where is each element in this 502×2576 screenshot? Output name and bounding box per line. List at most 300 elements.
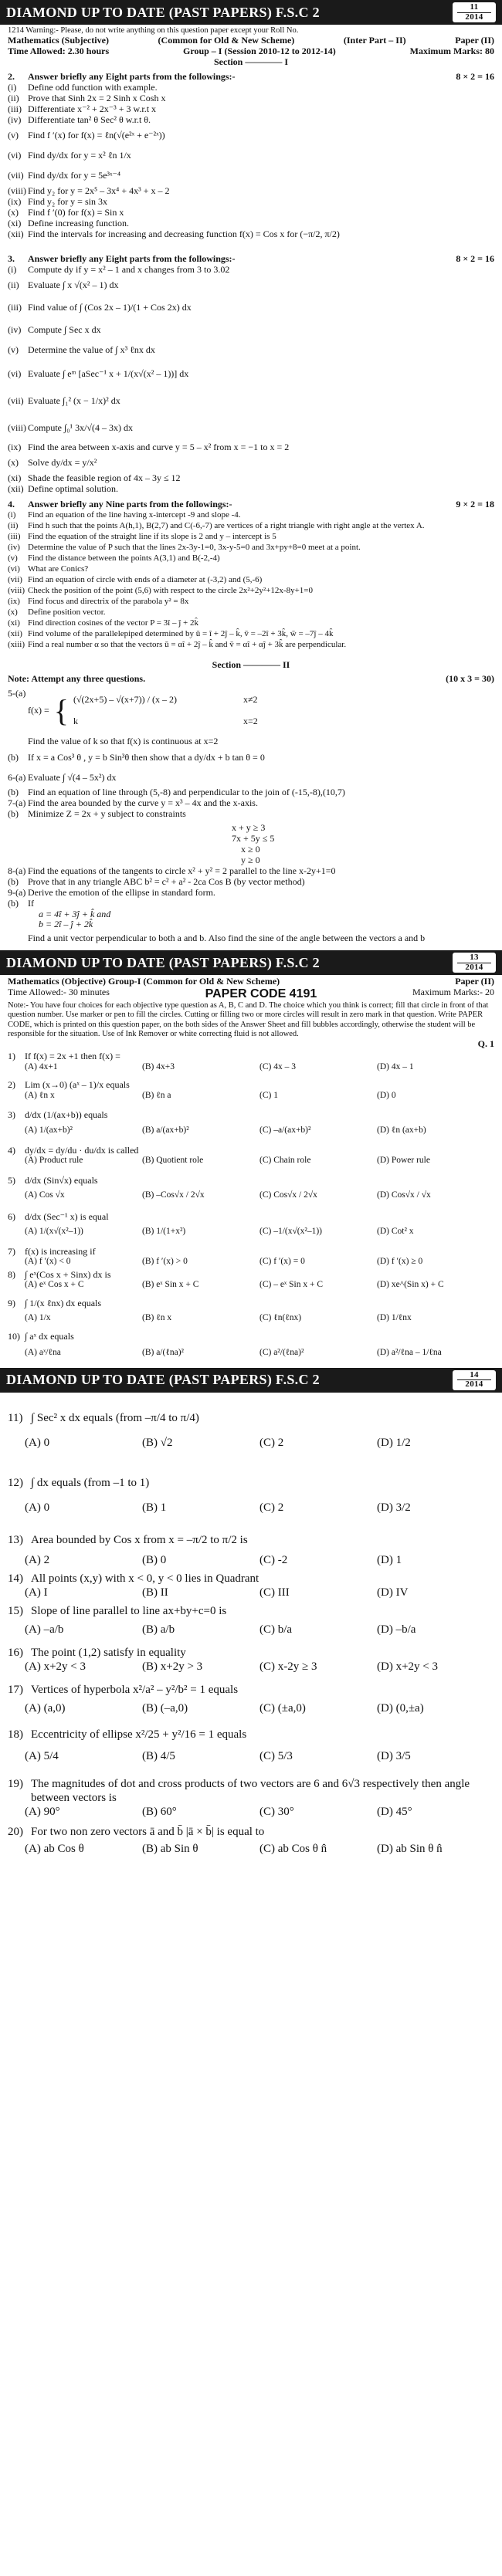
item-roman: (ii) xyxy=(8,279,19,291)
q5a-text xyxy=(8,736,494,747)
option-d: (D) 0 xyxy=(377,1091,396,1101)
list-item xyxy=(8,83,494,93)
list-item xyxy=(8,521,494,532)
item-text: Compute dy if y = x² – 1 and x changes from 3 to 3.02 xyxy=(28,264,230,276)
option-a: (A) eˣ Cos x + C xyxy=(25,1280,84,1290)
q-label: (b) xyxy=(8,787,19,798)
list-item xyxy=(8,208,494,218)
item-text: Determine the value of P such that the lines 2x-3y-1=0, 3x-y-5=0 and 3x+py+8=0 meet at a point. xyxy=(28,542,361,552)
mcq-item xyxy=(8,1110,494,1136)
mcq-item xyxy=(8,1298,494,1324)
list-item xyxy=(8,186,494,197)
q9a xyxy=(8,888,494,899)
brace-icon: { xyxy=(53,693,69,729)
option-b: (B) ℓn a xyxy=(142,1091,171,1101)
option-b: (B) f ′(x) > 0 xyxy=(142,1257,188,1267)
question-marks: 9 × 2 = 18 xyxy=(456,499,494,510)
q-label: 7-(a) xyxy=(8,797,26,809)
item-text: Define position vector. xyxy=(28,607,106,617)
page-year: 2014 xyxy=(465,12,483,22)
mcq-item xyxy=(8,1683,494,1715)
group: Group – I (Session 2010-12 to 2012-14) xyxy=(183,45,336,56)
mcq-question: If f(x) = 2x +1 then f(x) = xyxy=(25,1051,120,1062)
item-text: Find y₂ for y = 2x⁵ – 3x⁴ + 4x³ + x – 2 xyxy=(28,185,170,197)
option-a: (A) 4x+1 xyxy=(25,1062,58,1072)
item-roman: (iii) xyxy=(8,531,21,541)
item-text: Determine the value of ∫ x³ ℓnx dx xyxy=(28,344,155,356)
note-text: Note: Attempt any three questions. xyxy=(8,672,146,684)
option-b: (B) √2 xyxy=(142,1436,173,1449)
mcq-question: The magnitudes of dot and cross products of two vectors are 6 and 6√3 respectively then angle between vectors is xyxy=(31,1777,470,1804)
option-c: (C) Cos√x / 2√x xyxy=(259,1190,317,1200)
option-d: (D) ab Sin θ n̂ xyxy=(377,1842,443,1855)
option-c: (C) Chain role xyxy=(259,1156,311,1166)
option-b: (B) (–a,0) xyxy=(142,1701,188,1715)
option-d: (D) 1/ℓnx xyxy=(377,1313,412,1323)
item-text: Find an equation of the line having x-intercept -9 and slope -4. xyxy=(28,509,241,520)
item-roman: (ix) xyxy=(8,196,22,208)
scheme: (Common for Old & New Scheme) xyxy=(158,35,295,46)
option-c: (C) f ′(x) = 0 xyxy=(259,1257,305,1267)
question-3-items xyxy=(8,265,494,495)
mcq-item xyxy=(8,1176,494,1201)
list-item xyxy=(8,473,494,484)
item-roman: (iii) xyxy=(8,103,22,115)
q9b-vectors xyxy=(39,909,494,931)
item-roman: (xii) xyxy=(8,228,24,240)
item-text: Check the position of the point (5,6) with respect to the circle 2x²+2y²+12x-8y+1=0 xyxy=(28,585,313,595)
list-item xyxy=(8,543,494,553)
option-a: (A) Product rule xyxy=(25,1156,83,1166)
option-c: (C) 5/3 xyxy=(259,1749,293,1762)
banner-title: DIAMOND UP TO DATE (PAST PAPERS) F.S.C 2 xyxy=(6,954,320,970)
option-c: (C) 2 xyxy=(259,1436,284,1449)
paper: Paper (II) xyxy=(455,35,494,46)
option-a: (A) 1/(x√(x²–1)) xyxy=(25,1227,83,1237)
option-a: (A) 1/(ax+b)² xyxy=(25,1126,73,1136)
mcq-number: 6) xyxy=(8,1210,15,1222)
item-roman: (xi) xyxy=(8,472,22,484)
mcq-item xyxy=(8,1572,494,1599)
option-d: (D) 3/2 xyxy=(377,1501,411,1514)
q-text: Find the value of k so that f(x) is continuous at x=2 xyxy=(28,736,219,747)
list-item xyxy=(8,104,494,115)
q5a xyxy=(8,689,494,736)
banner-title: DIAMOND UP TO DATE (PAST PAPERS) F.S.C 2 xyxy=(6,1372,320,1388)
option-d: (D) IV xyxy=(377,1586,409,1599)
item-text: Find h such that the points A(h,1), B(2,7) and C(-6,-7) are vertices of a right triangle with right angle at the vertex A. xyxy=(28,520,425,530)
q-label: 5-(a) xyxy=(8,688,26,699)
option-a: (A) 5/4 xyxy=(25,1749,59,1762)
section-2-marks: (10 x 3 = 30) xyxy=(446,672,494,684)
item-text: Define increasing function. xyxy=(28,218,129,229)
list-item xyxy=(8,415,494,442)
mcq-list-1 xyxy=(8,1051,494,1358)
option-b: (B) ℓn x xyxy=(142,1313,172,1323)
mcq-list-2 xyxy=(0,1393,502,1856)
item-text: What are Conics? xyxy=(28,564,89,574)
paper-code: PAPER CODE 4191 xyxy=(205,987,317,1001)
q-label: (b) xyxy=(8,875,19,887)
item-text: Find dy/dx for y = 5e³ˣ⁻⁴ xyxy=(28,170,121,181)
q7b xyxy=(8,809,494,820)
option-a: (A) x+2y < 3 xyxy=(25,1660,86,1673)
option-d: (D) 1 xyxy=(377,1553,402,1566)
vector-a: a = 4î + 3ĵ + k̂ and xyxy=(39,908,111,919)
item-roman: (xii) xyxy=(8,628,22,638)
section-2-note xyxy=(8,674,494,685)
obj-time: Time Allowed:- 30 minutes xyxy=(8,987,110,998)
question-title: Answer briefly any Nine parts from the followings:- xyxy=(28,499,232,510)
list-item xyxy=(8,218,494,229)
option-b: (B) a/b xyxy=(142,1623,175,1636)
mcq-item xyxy=(8,1411,494,1450)
item-roman: (ii) xyxy=(8,93,19,104)
page-badge xyxy=(453,953,496,973)
header-banner-3 xyxy=(0,1368,502,1393)
mcq-number: 1) xyxy=(8,1051,15,1062)
q-text: Prove that in any triangle ABC b² = c² + a² - 2ca Cos B (by vector method) xyxy=(28,875,305,887)
option-a: (A) 0 xyxy=(25,1501,50,1514)
list-item xyxy=(8,484,494,495)
item-text: Find direction cosines of the vector P = 3î – ĵ + 2k̂ xyxy=(28,618,198,628)
item-roman: (iv) xyxy=(8,542,20,552)
case-2-cond: x=2 xyxy=(243,716,258,727)
mcq-question: The point (1,2) satisfy in equality xyxy=(31,1646,186,1659)
option-c: (C) – eˣ Sin x + C xyxy=(259,1280,324,1290)
item-roman: (vi) xyxy=(8,564,20,574)
question-4-heading xyxy=(8,499,494,510)
question-number: 3. xyxy=(8,253,15,265)
mcq-number: 11) xyxy=(8,1411,23,1424)
option-d: (D) xe^(Sin x) + C xyxy=(377,1280,444,1290)
mcq-question: Area bounded by Cos x from x = –π/2 to π/2 is xyxy=(31,1533,248,1546)
item-text: Differentiate x⁻² + 2x⁻³ + 3 w.r.t x xyxy=(28,103,157,115)
item-roman: (iii) xyxy=(8,302,22,313)
option-b: (B) –Cos√x / 2√x xyxy=(142,1190,205,1200)
q7a xyxy=(8,798,494,809)
part: (Inter Part – II) xyxy=(343,35,406,46)
warning-line: 1214 Warning:- Please, do not write anything on this question paper except your Roll No. xyxy=(8,26,299,35)
item-roman: (vii) xyxy=(8,170,24,181)
q-label: (b) xyxy=(8,751,19,763)
obj-subject-line xyxy=(8,977,494,987)
item-text: Evaluate ∫ eᵐ [aSec⁻¹ x + 1/(x√(x² – 1))] dx xyxy=(28,368,189,380)
item-roman: (vii) xyxy=(8,395,24,407)
q-label: (b) xyxy=(8,897,19,909)
mcq-item xyxy=(8,1825,494,1856)
option-a: (A) –a/b xyxy=(25,1623,64,1636)
option-a: (A) (a,0) xyxy=(25,1701,66,1715)
section-1-title: Section ———— I xyxy=(214,56,288,67)
list-item xyxy=(8,586,494,597)
list-item xyxy=(8,608,494,618)
mcq-item xyxy=(8,1270,494,1291)
item-roman: (iv) xyxy=(8,114,22,126)
q9b-text xyxy=(8,933,494,944)
item-roman: (v) xyxy=(8,130,19,141)
option-b: (B) 0 xyxy=(142,1553,167,1566)
option-a: (A) 2 xyxy=(25,1553,50,1566)
mcq-question: Vertices of hyperbola x²/a² – y²/b² = 1 equals xyxy=(31,1683,239,1696)
option-b: (B) eˣ Sin x + C xyxy=(142,1280,199,1290)
mcq-item xyxy=(8,1051,494,1072)
option-b: (B) 60° xyxy=(142,1805,177,1818)
item-roman: (vi) xyxy=(8,368,22,380)
section-2-title: Section ———— II xyxy=(212,658,290,670)
item-roman: (xi) xyxy=(8,218,22,229)
option-c: (C) b/a xyxy=(259,1623,293,1636)
question-number: 2. xyxy=(8,71,15,83)
q-if: If xyxy=(28,897,34,909)
mcq-number: 2) xyxy=(8,1079,15,1091)
list-item xyxy=(8,229,494,240)
list-item xyxy=(8,640,494,651)
mcq-question: d/dx (Sec⁻¹ x) is equal xyxy=(25,1210,109,1222)
list-item xyxy=(8,93,494,104)
q8b xyxy=(8,877,494,888)
question-2-heading xyxy=(8,72,494,83)
obj-paper: Paper (II) xyxy=(455,976,494,987)
q-text: Find the equations of the tangents to circle x² + y² = 2 parallel to the line x-2y+1=0 xyxy=(28,865,336,876)
list-item xyxy=(8,629,494,640)
subjective-paper xyxy=(0,25,502,944)
mcq-item xyxy=(8,1247,494,1268)
option-a: (A) f ′(x) < 0 xyxy=(25,1257,71,1267)
time-allowed: Time Allowed: 2.30 hours xyxy=(8,45,110,56)
mcq-item xyxy=(8,1728,494,1763)
q6a xyxy=(8,767,494,787)
list-item xyxy=(8,388,494,415)
mcq-number: 20) xyxy=(8,1825,23,1838)
mcq-item xyxy=(8,1533,494,1567)
item-text: Evaluate ∫ x √(x² – 1) dx xyxy=(28,279,119,291)
option-c: (C) 2 xyxy=(259,1501,284,1514)
q-label: 6-(a) xyxy=(8,771,26,783)
mcq-number: 5) xyxy=(8,1174,15,1186)
option-d: (D) Cot² x xyxy=(377,1227,414,1237)
mcq-question: ∫ Sec² x dx equals (from –π/4 to π/4) xyxy=(31,1411,199,1424)
q8a xyxy=(8,866,494,877)
item-roman: (viii) xyxy=(8,585,25,595)
item-text: Find y₂ for y = sin 3x xyxy=(28,196,107,208)
option-d: (D) Power rule xyxy=(377,1156,430,1166)
obj-marks: Maximum Marks:- 20 xyxy=(412,987,494,998)
list-item xyxy=(8,553,494,564)
obj-note: Note:- You have four choices for each objective type question as A, B, C and D. The choice which you think is correct; fill that circle in front of that question number. Use marker or pen to fill the circles. Cutting or filling two or more circles will result in zero mark in that question. Write PAPER CODE, which is printed on this question paper, on the both sides of the Answer Sheet and fill bubbles accordingly, otherwise the student will be responsible for the situation. Use of Ink Remover or white correcting fluid is not allowed. xyxy=(8,1001,489,1038)
piecewise-function xyxy=(28,689,494,727)
item-text: Differentiate tan² θ Sec² θ w.r.t θ. xyxy=(28,114,151,126)
list-item xyxy=(8,296,494,320)
question-marks: 8 × 2 = 16 xyxy=(456,253,494,265)
list-item xyxy=(8,597,494,608)
option-a: (A) Cos √x xyxy=(25,1190,65,1200)
item-text: Compute ∫ Sec x dx xyxy=(28,324,101,336)
mcq-question: ∫ eˣ(Cos x + Sinx) dx is xyxy=(25,1268,111,1280)
mcq-question: Slope of line parallel to line ax+by+c=0 is xyxy=(31,1604,227,1617)
mcq-number: 13) xyxy=(8,1533,23,1546)
option-d: (D) f ′(x) ≥ 0 xyxy=(377,1257,423,1267)
item-text: Find the intervals for increasing and decreasing function f(x) = Cos x for (−π/2, π/2) xyxy=(28,228,340,240)
q6b xyxy=(8,787,494,798)
mcq-number: 12) xyxy=(8,1476,23,1489)
option-a: (A) aˣ/ℓna xyxy=(25,1348,61,1358)
question-number: 4. xyxy=(8,499,15,510)
item-text: Find volume of the parallelepiped determined by ū = î + 2ĵ – k̂, v̄ = –2î + 3k̂, w̄ = –7ĵ – 4k̂ xyxy=(28,628,334,638)
vector-b: b = 2î – ĵ + 2k̂ xyxy=(39,919,93,930)
mcq-number: 14) xyxy=(8,1572,23,1585)
option-c: (C) III xyxy=(259,1586,290,1599)
mcq-question: d/dx (Sin√x) equals xyxy=(25,1174,98,1186)
option-c: (C) 30° xyxy=(259,1805,294,1818)
option-b: (B) II xyxy=(142,1586,168,1599)
mcq-question: Eccentricity of ellipse x²/25 + y²/16 = 1 equals xyxy=(31,1728,247,1741)
subject: Mathematics (Subjective) xyxy=(8,35,109,46)
q-text: Derive the emotion of the ellipse in standard form. xyxy=(28,886,215,898)
option-c: (C) –1/(x√(x²–1)) xyxy=(259,1227,322,1237)
q9b xyxy=(8,899,494,909)
mcq-number: 9) xyxy=(8,1297,15,1308)
item-text: Find f ′(0) for f(x) = Sin x xyxy=(28,207,124,218)
item-text: Find the distance between the points A(3,1) and B(-2,-4) xyxy=(28,553,220,563)
item-roman: (xiii) xyxy=(8,639,25,649)
item-text: Shade the feasible region of 4x – 3y ≤ 12 xyxy=(28,472,181,484)
option-c: (C) 4x – 3 xyxy=(259,1062,296,1072)
mcq-number: 7) xyxy=(8,1245,15,1257)
question-title: Answer briefly any Eight parts from the followings:- xyxy=(28,71,236,83)
q-text: Find an equation of line through (5,-8) and perpendicular to the join of (-15,-8),(10,7) xyxy=(28,787,345,798)
mcq-item xyxy=(8,1604,494,1637)
option-c: (C) ℓn(ℓnx) xyxy=(259,1313,302,1323)
option-c: (C) x-2y ≥ 3 xyxy=(259,1660,317,1673)
item-roman: (i) xyxy=(8,509,16,520)
question-title: Answer briefly any Eight parts from the followings:- xyxy=(28,253,236,265)
case-1-cond: x≠2 xyxy=(243,694,258,706)
list-item xyxy=(8,564,494,575)
item-text: Define odd function with example. xyxy=(28,82,158,93)
list-item xyxy=(8,453,494,473)
question-2-items xyxy=(8,83,494,240)
item-roman: (ix) xyxy=(8,596,20,606)
list-item xyxy=(8,115,494,126)
option-d: (D) 3/5 xyxy=(377,1749,411,1762)
option-d: (D) –b/a xyxy=(377,1623,416,1636)
item-roman: (x) xyxy=(8,457,19,469)
option-d: (D) 1/2 xyxy=(377,1436,411,1449)
option-c: (C) -2 xyxy=(259,1553,288,1566)
obj-subject: Mathematics (Objective) Group-I (Common for Old & New Scheme) xyxy=(8,976,280,987)
mcq-question: For two non zero vectors ā and b̄ |ā × b̄| is equal to xyxy=(31,1825,265,1838)
item-roman: (i) xyxy=(8,82,17,93)
item-text: Find an equation of circle with ends of a diameter at (-3,2) and (5,-6) xyxy=(28,574,263,584)
option-b: (B) 4/5 xyxy=(142,1749,175,1762)
mcq-question: ∫ aˣ dx equals xyxy=(25,1330,74,1342)
option-c: (C) –a/(ax+b)² xyxy=(259,1126,311,1136)
option-c: (C) 1 xyxy=(259,1091,278,1101)
item-roman: (vii) xyxy=(8,574,22,584)
option-a: (A) ℓn x xyxy=(25,1091,55,1101)
item-text: Find a real number α so that the vectors ū = αî + 2ĵ – k̂ and v̄ = αî + αĵ + 3k̂ are perpendicular. xyxy=(28,639,347,649)
long-questions xyxy=(8,689,494,944)
item-roman: (viii) xyxy=(8,422,26,434)
q1-label: Q. 1 xyxy=(477,1038,494,1049)
option-a: (A) ab Cos θ xyxy=(25,1842,84,1855)
page-number: 13 xyxy=(457,953,492,963)
mcq-item xyxy=(8,1080,494,1101)
item-roman: (vi) xyxy=(8,150,22,161)
item-roman: (v) xyxy=(8,344,19,356)
mcq-number: 18) xyxy=(8,1728,23,1741)
mcq-question: f(x) is increasing if xyxy=(25,1245,96,1257)
mcq-number: 16) xyxy=(8,1646,23,1659)
mcq-number: 3) xyxy=(8,1109,15,1121)
item-text: Solve dy/dx = y/x² xyxy=(28,457,97,469)
page-number: 14 xyxy=(457,1371,492,1381)
item-text: Compute ∫₀¹ 3x/√(4 – 3x) dx xyxy=(28,422,133,434)
fx-label: f(x) = xyxy=(28,705,49,716)
max-marks: Maximum Marks: 80 xyxy=(409,45,494,56)
mcq-question: dy/dx = dy/du · du/dx is called xyxy=(25,1144,139,1156)
q-label: (b) xyxy=(8,808,19,820)
constraint: x ≥ 0 xyxy=(241,844,260,855)
mcq-question: d/dx (1/(ax+b)) equals xyxy=(25,1109,108,1121)
question-4-items xyxy=(8,510,494,651)
constraint: x + y ≥ 3 xyxy=(232,822,266,834)
list-item xyxy=(8,197,494,208)
case-2-expr: k xyxy=(73,716,78,727)
option-b: (B) x+2y > 3 xyxy=(142,1660,203,1673)
option-d: (D) 45° xyxy=(377,1805,412,1818)
list-item xyxy=(8,276,494,296)
item-text: Find focus and directrix of the parabola y² = 8x xyxy=(28,596,189,606)
item-roman: (viii) xyxy=(8,185,26,197)
mcq-item xyxy=(8,1777,494,1819)
option-c: (C) ab Cos θ n̂ xyxy=(259,1842,327,1855)
page-badge xyxy=(453,2,496,22)
mcq-number: 15) xyxy=(8,1604,23,1617)
item-text: Find value of ∫ (Cos 2x – 1)/(1 + Cos 2x) dx xyxy=(28,302,192,313)
constraint: 7x + 5y ≤ 5 xyxy=(232,833,275,845)
mcq-number: 4) xyxy=(8,1144,15,1156)
item-text: Find dy/dx for y = x² ℓn 1/x xyxy=(28,150,131,161)
item-roman: (iv) xyxy=(8,324,22,336)
banner-title: DIAMOND UP TO DATE (PAST PAPERS) F.S.C 2 xyxy=(6,4,320,20)
option-b: (B) 1 xyxy=(142,1501,167,1514)
case-1-expr: (√(2x+5) – √(x+7)) / (x – 2) xyxy=(73,694,177,706)
q-text: Evaluate ∫ √(4 – 5x²) dx xyxy=(28,771,117,783)
option-b: (B) 4x+3 xyxy=(142,1062,175,1072)
constraint: y ≥ 0 xyxy=(241,854,260,865)
page-number: 11 xyxy=(457,3,492,13)
mcq-item xyxy=(8,1646,494,1674)
q-text: If x = a Cos³ θ , y = b Sin³θ then show that a dy/dx + b tan θ = 0 xyxy=(28,751,265,763)
item-text: Find the equation of the straight line if its slope is 2 and y – intercept is 5 xyxy=(28,531,276,541)
mcq-question: All points (x,y) with x < 0, y < 0 lies in Quadrant xyxy=(31,1572,259,1585)
page-year: 2014 xyxy=(465,1379,483,1390)
mcq-number: 19) xyxy=(8,1777,23,1790)
q-text: Find the area bounded by the curve y = x³ – 4x and the x-axis. xyxy=(28,797,258,809)
header-banner-1 xyxy=(0,0,502,25)
mcq-item xyxy=(8,1332,494,1359)
list-item xyxy=(8,146,494,166)
item-text: Define optimal solution. xyxy=(28,483,118,495)
mcq-item xyxy=(8,1212,494,1237)
item-roman: (x) xyxy=(8,607,18,617)
item-roman: (v) xyxy=(8,553,18,563)
paper-time-line xyxy=(8,46,494,57)
option-d: (D) Cos√x / √x xyxy=(377,1190,431,1200)
list-item xyxy=(8,575,494,586)
